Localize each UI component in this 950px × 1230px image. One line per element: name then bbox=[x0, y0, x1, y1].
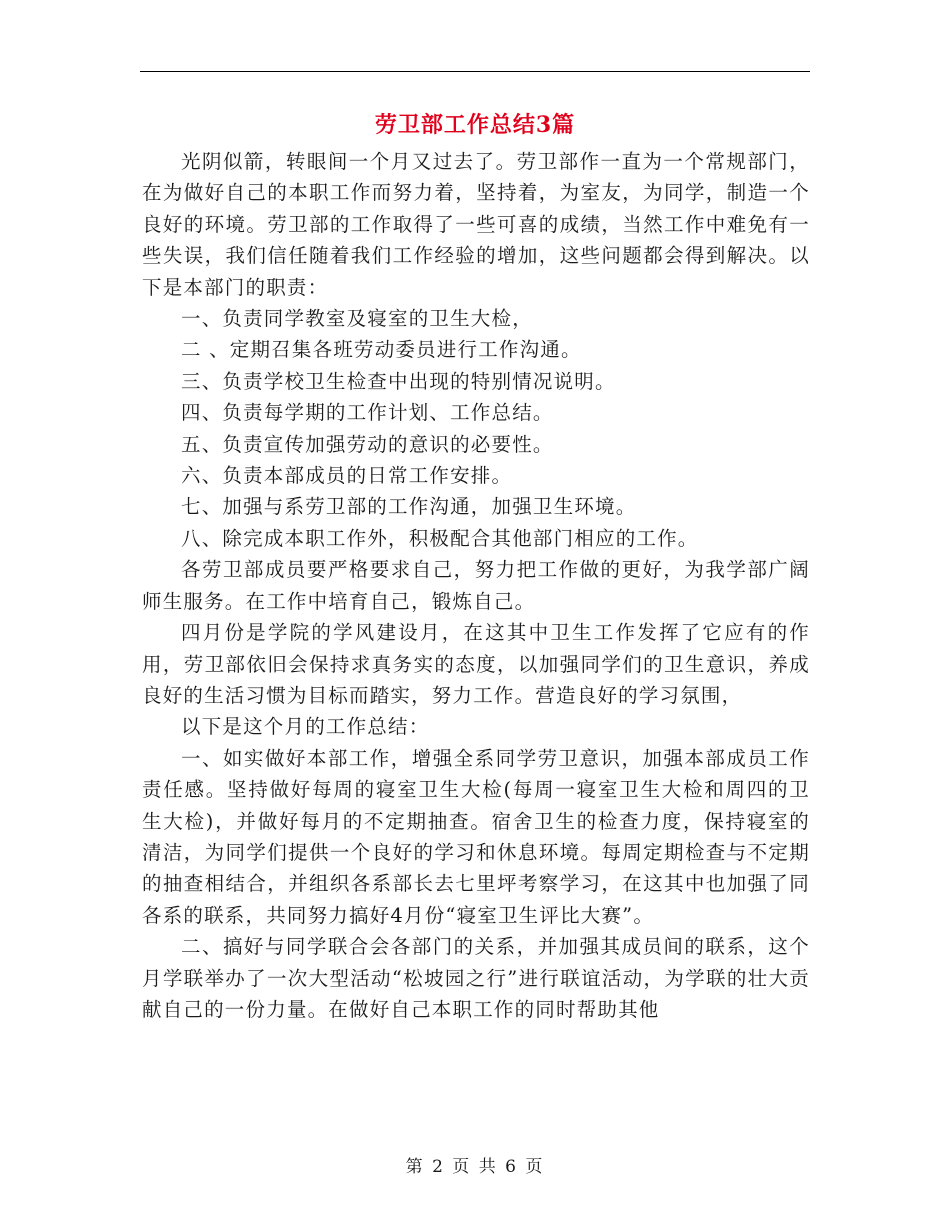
duty-item-5: 五、负责宣传加强劳动的意识的必要性。 bbox=[181, 432, 554, 456]
document-title: 劳卫部工作总结3篇 bbox=[374, 112, 576, 138]
duty-item-7: 七、加强与系劳卫部的工作沟通，加强卫生环境。 bbox=[181, 495, 637, 519]
paragraph-april: 四月份是学院的学风建设月，在这其中卫生工作发挥了它应有的作用，劳卫部依旧会保持求真务实的态度，以加强同学们的卫生意识，养成良好的生活习惯为目标而踏实，努力工作。营造良好的学习氛围， bbox=[142, 621, 810, 707]
duty-item-1: 一、负责同学教室及寝室的卫生大检， bbox=[181, 307, 533, 331]
paragraph-summary-1: 一、如实做好本部工作，增强全系同学劳卫意识，加强本部成员工作责任感。坚持做好每周的寝室卫生大检(每周一寝室卫生大检和周四的卫生大检)，并做好每月的不定期抽查。宿舍卫生的检查力度，保持寝室的清洁，为同学们提供一个良好的学习和休息环境。每周定期检查与不定期的抽查相结合，并组织各系部长去七里坪考察学习，在这其中也加强了同各系的联系，共同努力搞好4月份“寝室卫生评比大赛”。 bbox=[142, 746, 810, 927]
paragraph-summary-intro: 以下是这个月的工作总结： bbox=[181, 715, 430, 739]
duty-item-4: 四、负责每学期的工作计划、工作总结。 bbox=[181, 401, 554, 425]
duty-item-3: 三、负责学校卫生检查中出现的特别情况说明。 bbox=[181, 369, 616, 393]
page-number: 第 2 页 共 6 页 bbox=[405, 1157, 545, 1177]
duty-item-2: 二 、定期召集各班劳动委员进行工作沟通。 bbox=[181, 338, 582, 362]
duty-item-8: 八、除完成本职工作外，积极配合其他部门相应的工作。 bbox=[181, 526, 699, 550]
duty-item-6: 六、负责本部成员的日常工作安排。 bbox=[181, 464, 513, 488]
paragraph-summary-2: 二、搞好与同学联合会各部门的关系，并加强其成员间的联系，这个月学联举办了一次大型活动“松坡园之行”进行联谊活动，为学联的壮大贡献自己的一份力量。在做好自己本职工作的同时帮助其他 bbox=[142, 935, 810, 1021]
paragraph-members: 各劳卫部成员要严格要求自己，努力把工作做的更好，为我学部广阔师生服务。在工作中培育自己，锻炼自己。 bbox=[142, 558, 810, 613]
header-rule bbox=[140, 71, 810, 72]
paragraph-intro: 光阴似箭，转眼间一个月又过去了。劳卫部作一直为一个常规部门，在为做好自己的本职工作而努力着，坚持着，为室友，为同学，制造一个良好的环境。劳卫部的工作取得了一些可喜的成绩，当然工作中难免有一些失误，我们信任随着我们工作经验的增加，这些问题都会得到解决。以下是本部门的职责： bbox=[142, 150, 810, 299]
document-body bbox=[142, 146, 810, 1025]
